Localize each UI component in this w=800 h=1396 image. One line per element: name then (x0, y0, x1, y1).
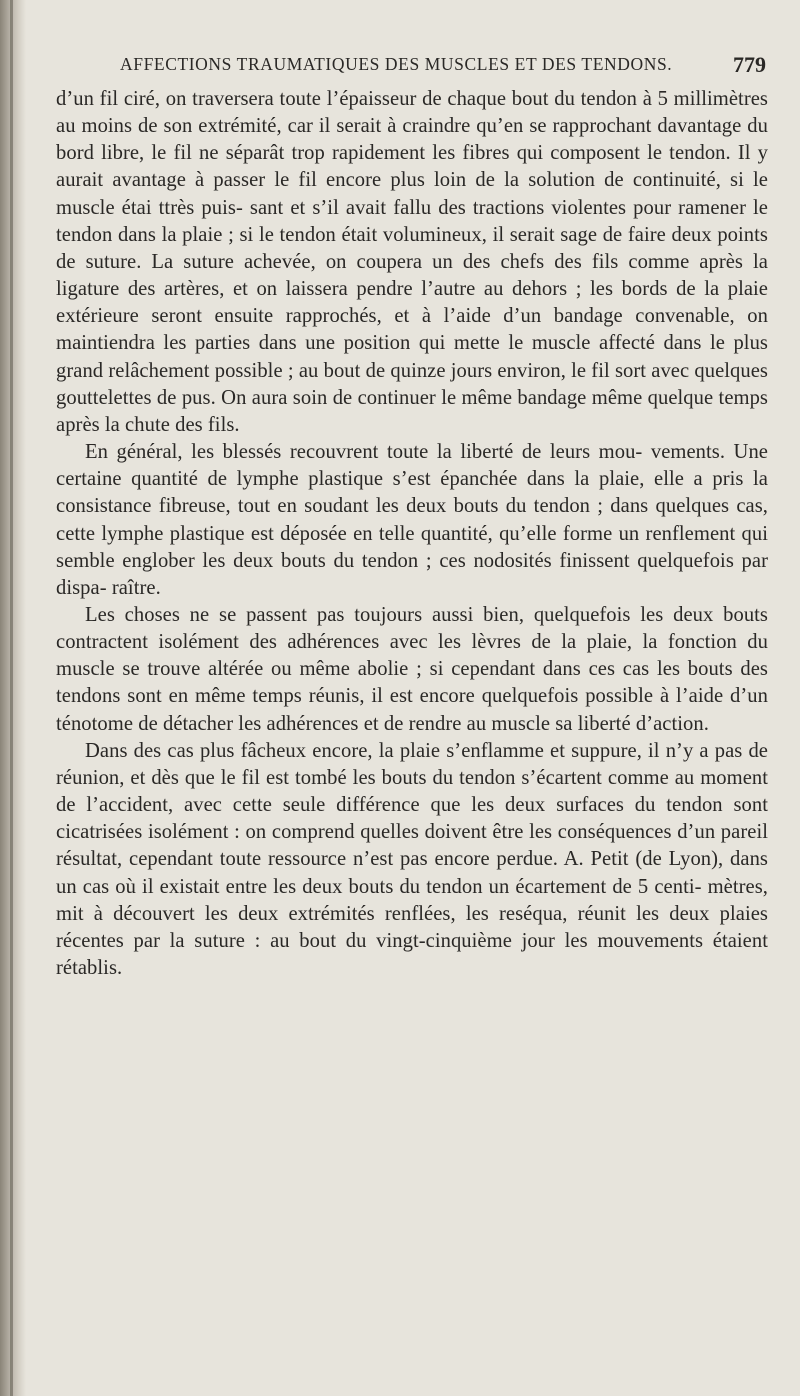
book-spine-shadow (0, 0, 26, 1396)
paragraph-continued: d’un fil ciré, on traversera toute l’épaisseur de chaque bout du tendon à 5 millimètres au moins de son extrémité, car il serait à craindre qu’en se rapprochant davantage du bord libre, le fil ne séparât trop rapidement les fibres qui composent le tendon. Il y aurait avantage à passer le fil encore plus loin de la solution de continuité, si le muscle étai ttrès puis- sant et s’il avait fallu des tractions violentes pour ramener le tendon dans la plaie ; si le tendon était volumineux, il serait sage de faire deux points de suture. La suture achevée, on coupera un des chefs des fils comme après la ligature des artères, et on laissera pendre l’autre au dehors ; les bords de la plaie extérieure seront ensuite rapprochés, et à l’aide d’un bandage convenable, on maintiendra les parties dans une position qui mette le muscle affecté dans le plus grand relâchement possible ; au bout de quinze jours environ, le fil sort avec quelques gouttelettes de pus. On aura soin de continuer le même bandage même quelque temps après la chute des fils. (56, 88, 768, 436)
paragraph: En général, les blessés recouvrent toute la liberté de leurs mou- vements. Une certaine quantité de lymphe plastique s’est épanchée dans la plaie, elle a pris la consistance fibreuse, tout en soudant les deux bouts du tendon ; dans quelques cas, cette lymphe plastique est déposée en telle quantité, qu’elle forme un renflement qui semble englober les deux bouts du tendon ; ces nodosités finissent quelquefois par dispa- raître. (56, 441, 768, 599)
page-header (56, 52, 768, 86)
paragraph: Dans des cas plus fâcheux encore, la plaie s’enflamme et suppure, il n’y a pas de réunion, et dès que le fil est tombé les bouts du tendon s’écartent comme au moment de l’accident, avec cette seule différence que les deux surfaces du tendon sont cicatrisées isolément : on comprend quelles doivent être les conséquences d’un pareil résultat, cependant toute ressource n’est pas encore perdue. A. Petit (de Lyon), dans un cas où il existait entre les deux bouts du tendon un écartement de 5 centi- mètres, mit à découvert les deux extrémités renflées, les reséqua, réunit les deux plaies récentes par la suture : au bout du vingt-cinquième jour les mouvements étaient rétablis. (56, 739, 768, 979)
paragraph: Les choses ne se passent pas toujours aussi bien, quelquefois les deux bouts contractent isolément des adhérences avec les lèvres de la plaie, la fonction du muscle se trouve altérée ou même abolie ; si cependant dans ces cas les bouts des tendons sont en même temps réunis, il est encore quelquefois possible à l’aide d’un ténotome de détacher les adhérences et de rendre au muscle sa liberté d’action. (56, 603, 768, 735)
book-page (56, 52, 768, 982)
page-number: 779 (733, 52, 766, 77)
running-title: AFFECTIONS TRAUMATIQUES DES MUSCLES ET DES TENDONS. (120, 54, 673, 74)
binding-edge (10, 0, 13, 1396)
body-text (56, 86, 768, 982)
